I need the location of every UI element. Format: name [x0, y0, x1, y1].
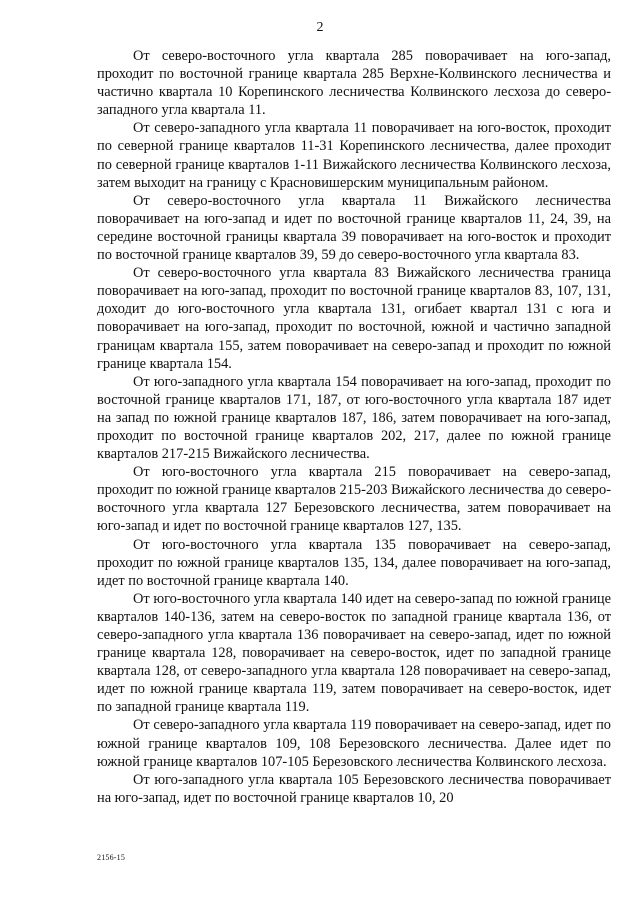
paragraph: От юго-восточного угла квартала 140 идет на северо-запад по южной границе кварталов 140-136, затем на северо-восток по западной границе квартала 136, от северо-западного угла квартала 136 поворачивает на северо-запад, идет по южной границе квартала 128, поворачивает на северо-восток, идет по западной границе квартала 128, от северо-западного угла квартала 128 поворачивает на северо-запад, идет по южной границе квартала 119, затем поворачивает на северо-восток, идет по западной границе квартала 119. [97, 590, 611, 716]
document-body [97, 47, 611, 807]
paragraph: От юго-западного угла квартала 154 поворачивает на юго-запад, проходит по восточной границе кварталов 171, 187, от юго-восточного угла квартала 187 идет на запад по южной границе кварталов 187, 186, затем поворачивает на юго-запад, проходит по восточной границе кварталов 202, 217, далее по южной границе кварталов 217-215 Вижайского лесничества. [97, 373, 611, 463]
paragraph: От северо-западного угла квартала 119 поворачивает на северо-запад, идет по южной границе кварталов 109, 108 Березовского лесничества. Далее идет по южной границе кварталов 107-105 Березовского лесничества Колвинского лесхоза. [97, 717, 611, 770]
document-code: 2156-15 [97, 853, 126, 862]
paragraph: От юго-западного угла квартала 105 Березовского лесничества поворачивает на юго-запад, идет по восточной границе кварталов 10, 20 [97, 771, 611, 806]
paragraph: От юго-восточного угла квартала 135 поворачивает на северо-запад, проходит по южной границе кварталов 135, 134, далее поворачивает на юго-запад, идет по восточной границе квартала 140. [97, 536, 611, 589]
paragraph: От северо-восточного угла квартала 285 поворачивает на юго-запад, проходит по восточной границе квартала 285 Верхне-Колвинского лесничества и частично квартала 10 Корепинского лесничества Колвинского лесхоза до северо-западного угла квартала 11. [97, 48, 611, 119]
paragraph: От северо-западного угла квартала 11 поворачивает на юго-восток, проходит по северной границе кварталов 11-31 Корепинского лесничества, далее проходит по северной границе кварталов 1-11 Вижайского лесничества Колвинского лесхоза, затем выходит на границу с Красновишерским муниципальным районом. [97, 120, 611, 191]
page-number: 2 [316, 20, 324, 35]
paragraph: От северо-восточного угла квартала 11 Вижайского лесничества поворачивает на юго-запад и идет по восточной границе кварталов 11, 24, 39, на середине восточной границы квартала 39 поворачивает на юго-восток и проходит по восточной границе кварталов 39, 59 до северо-восточного угла квартала 83. [97, 192, 611, 264]
paragraph: От юго-восточного угла квартала 215 поворачивает на северо-запад, проходит по южной границе кварталов 215-203 Вижайского лесничества до северо-восточного угла квартала 127 Березовского лесничества, затем поворачивает на юго-запад и идет по восточной границе кварталов 127, 135. [97, 464, 611, 535]
paragraph: От северо-восточного угла квартала 83 Вижайского лесничества граница поворачивает на юго-запад, проходит по восточной границе кварталов 83, 107, 131, доходит до юго-восточного угла квартала 131, огибает квартал 131 с юга и поворачивает на юго-запад, проходит по восточной, южной и частично западной границам квартала 155, затем поворачивает на северо-запад и проходит по южной границе квартала 154. [97, 265, 611, 372]
